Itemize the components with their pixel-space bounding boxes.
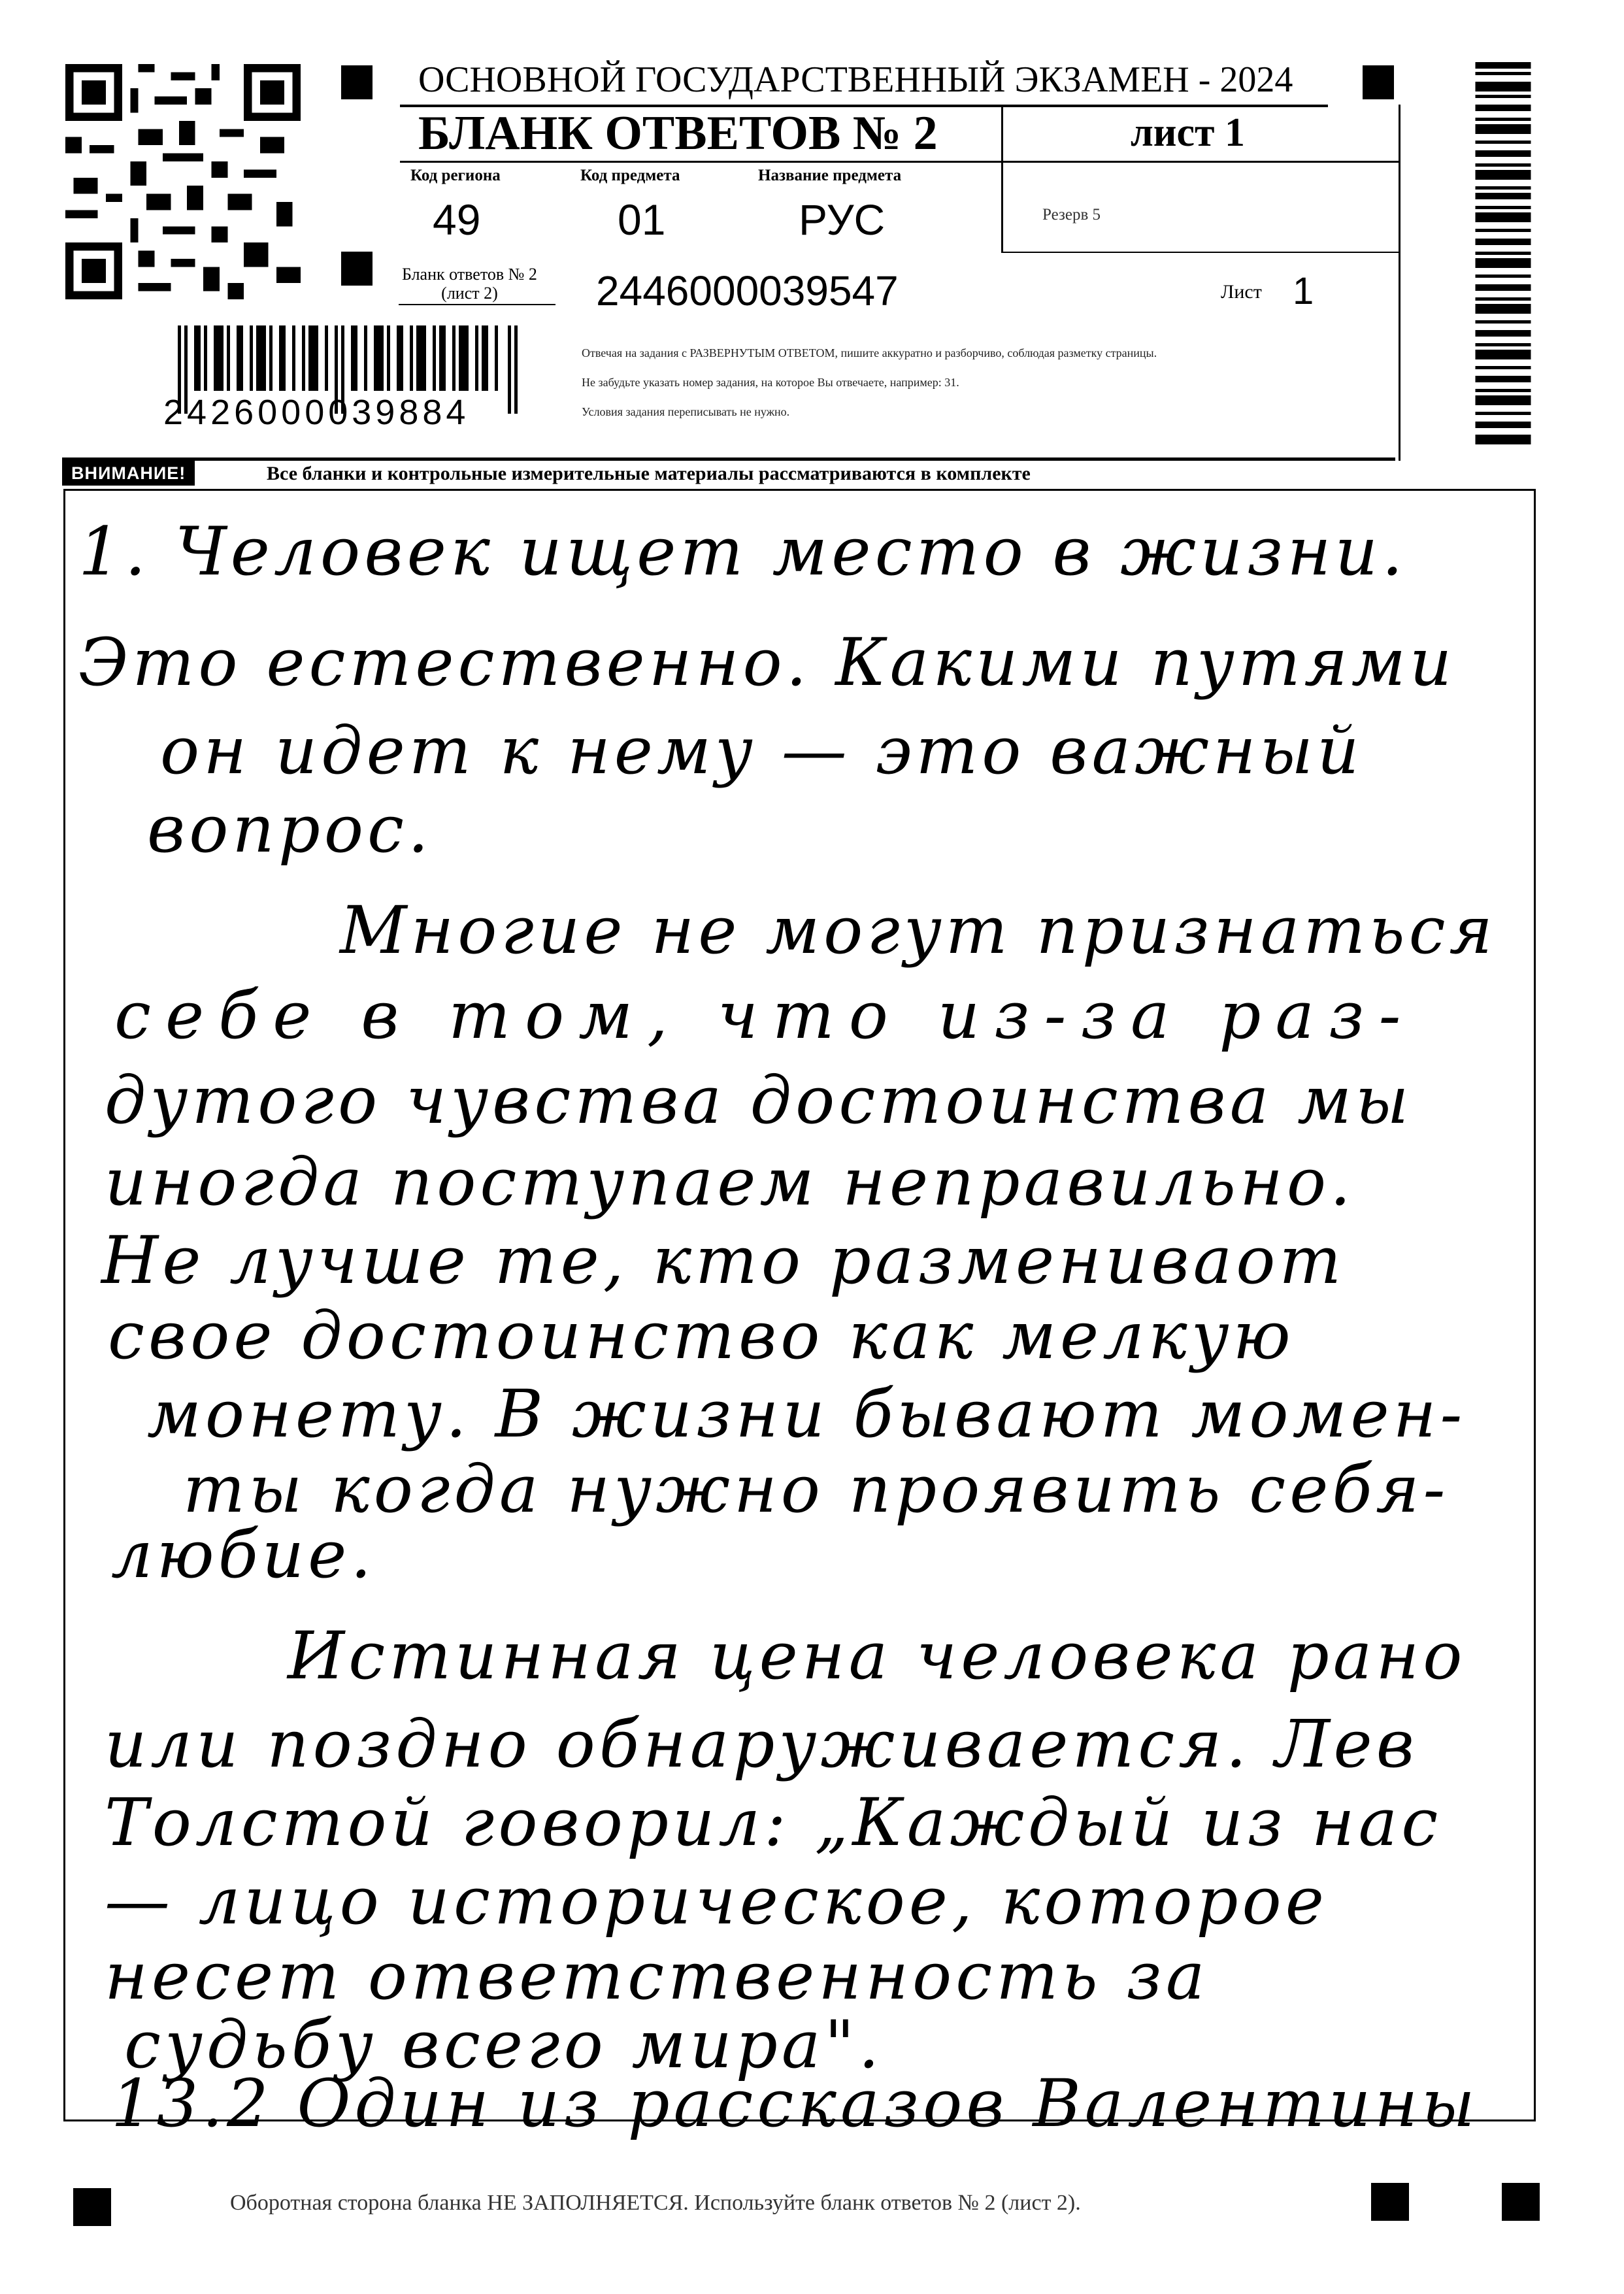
- instruction-line-2: Не забудьте указать номер задания, на которое Вы отвечаете, например: 31.: [582, 376, 959, 389]
- form-ref-rule: [399, 304, 555, 305]
- answer-line: себе в том, что из-за раз-: [114, 977, 1416, 1054]
- footer-note: Оборотная сторона бланка НЕ ЗАПОЛНЯЕТСЯ. Используйте бланк ответов № 2 (лист 2).: [230, 2191, 1081, 2215]
- answer-line: судьбу всего мира".: [124, 2006, 884, 2083]
- form-title: БЛАНК ОТВЕТОВ № 2: [418, 107, 938, 160]
- registration-mark: [1363, 65, 1394, 99]
- header-divider: [1001, 252, 1400, 253]
- answer-line: Не лучше те, кто размениваот: [101, 1222, 1346, 1299]
- registration-mark: [73, 2188, 111, 2226]
- answer-line: или поздно обнаруживается. Лев: [105, 1706, 1418, 1782]
- subject-name-value: РУС: [799, 195, 886, 244]
- attention-badge: ВНИМАНИЕ!: [62, 461, 195, 486]
- registration-mark: [341, 65, 373, 99]
- sheet-word: Лист: [1221, 281, 1262, 303]
- answer-line: Истинная цена человека рано: [288, 1618, 1467, 1694]
- sheet-label: лист 1: [1131, 110, 1245, 155]
- qr-code-icon: [65, 64, 301, 299]
- answer-line: ты когда нужно проявить себя-: [183, 1451, 1450, 1527]
- exam-title: ОСНОВНОЙ ГОСУДАРСТВЕННЫЙ ЭКЗАМЕН - 2024: [418, 59, 1293, 100]
- form-ref-label: Бланк ответов № 2 (лист 2): [402, 265, 537, 303]
- answer-line: свое достоинство как мелкую: [108, 1297, 1295, 1374]
- answer-line: любие.: [111, 1516, 376, 1593]
- instruction-line-3: Условия задания переписывать не нужно.: [582, 405, 790, 418]
- attention-text: Все бланки и контрольные измерительные материалы рассматриваются в комплекте: [267, 463, 1031, 484]
- header-divider: [1399, 105, 1400, 461]
- answer-line: он идет к нему — это важный: [160, 712, 1363, 789]
- subject-code-label: Код предмета: [580, 167, 680, 184]
- subject-code-value: 01: [618, 195, 666, 244]
- answer-line: 13.2 Один из рассказов Валентины: [111, 2065, 1479, 2142]
- answer-line: вопрос.: [147, 791, 433, 867]
- subject-name-label: Название предмета: [758, 167, 902, 184]
- vertical-barcode-icon: [1448, 62, 1559, 444]
- registration-mark: [1502, 2183, 1540, 2221]
- barcode-number: 2426000039884: [163, 393, 470, 432]
- answer-line: Многие не могут признаться: [340, 892, 1497, 969]
- answer-line: несет ответственность за: [105, 1938, 1209, 2014]
- attention-rule: [62, 457, 1395, 461]
- answer-line: — лицо историческое, которое: [105, 1863, 1328, 1939]
- reserve-label: Резерв 5: [1042, 206, 1101, 224]
- region-value: 49: [433, 195, 481, 244]
- sheet-number: 1: [1293, 270, 1314, 312]
- header-divider: [1001, 105, 1003, 252]
- instruction-line-1: Отвечая на задания с РАЗВЕРНУТЫМ ОТВЕТОМ, пишите аккуратно и разборчиво, соблюдая разметку страницы.: [582, 346, 1157, 359]
- answer-line: монету. В жизни бывают момен-: [147, 1376, 1467, 1452]
- answer-line: Это естественно. Какими путями: [78, 624, 1456, 701]
- answer-line: 1. Человек ищет место в жизни.: [78, 513, 1407, 591]
- region-label: Код региона: [410, 167, 501, 184]
- answer-line: Толстой говорил: „Каждый из нас: [105, 1784, 1442, 1861]
- answer-line: иногда поступаем неправильно.: [105, 1144, 1355, 1220]
- registration-mark: [1371, 2183, 1409, 2221]
- form-ref-number: 2446000039547: [596, 267, 899, 314]
- registration-mark: [341, 252, 373, 286]
- answer-line: дутого чувства достоинства мы: [105, 1062, 1413, 1139]
